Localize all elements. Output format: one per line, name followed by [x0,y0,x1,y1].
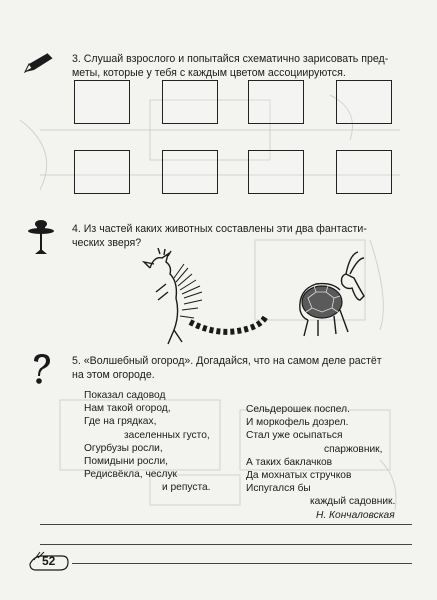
task-3-text [72,52,412,80]
drawing-box[interactable] [336,80,392,124]
poem-left-column [84,389,211,495]
drawing-box[interactable] [162,80,218,124]
task-4-text [72,222,412,250]
poem-line: заселенных густо, [124,429,210,441]
answer-line[interactable] [40,544,412,545]
task-5-text [72,354,417,382]
poem-line: Редисвёкла, чеслук [84,469,178,481]
task-4-line-2: ческих зверя? [72,237,142,249]
pencil-icon [22,50,56,76]
fantastic-animal-2 [292,250,382,340]
task-4-line-1: 4. Из частей каких животных составлены эти два фантасти- [72,223,367,235]
poem-line: Помидыни росли, [84,456,168,468]
answer-line[interactable] [72,563,412,564]
question-mark-icon [28,352,54,386]
poem-line: Где на грядках, [84,416,157,428]
drawing-box[interactable] [74,150,130,194]
hat-on-stand-icon [26,218,56,258]
fantastic-animal-1 [140,248,270,348]
answer-line[interactable] [40,524,412,525]
poem-right-column [246,403,395,522]
poem-line: Да мохнатых стручков [246,470,352,482]
poem-line: А таких баклачков [246,456,333,468]
page-number: 52 [42,554,56,568]
drawing-box[interactable] [248,80,304,124]
poem-author: Н. Кончаловская [316,509,395,521]
poem-line: Испугался бы [246,483,311,495]
poem-line: Сельдерошек поспел. [246,404,350,415]
page-number-badge [28,550,70,574]
poem-line: Стал уже осыпаться [246,430,343,442]
task-3-line-1: 3. Слушай взрослого и попытайся схематично зарисовать пред- [72,53,389,65]
poem-line: Нам такой огород, [84,403,171,415]
drawing-box[interactable] [248,150,304,194]
task-5-line-1: 5. «Волшебный огород». Догадайся, что на самом деле растёт [72,355,382,367]
poem-line: каждый садовник. [310,496,396,508]
task-5-line-2: на этом огороде. [72,369,155,381]
drawing-box[interactable] [336,150,392,194]
poem-line: И моркофель дозрел. [246,417,349,429]
drawing-box[interactable] [162,150,218,194]
poem-line: Показал садовод [84,390,166,401]
poem-line: спаржовник, [324,443,383,455]
drawing-box[interactable] [74,80,130,124]
poem-line: и репуста. [162,482,211,494]
poem-line: Огурбузы росли, [84,442,163,454]
drawing-boxes [74,80,402,196]
task-3-line-2: меты, которые у тебя с каждым цветом ассоциируются. [72,67,346,79]
